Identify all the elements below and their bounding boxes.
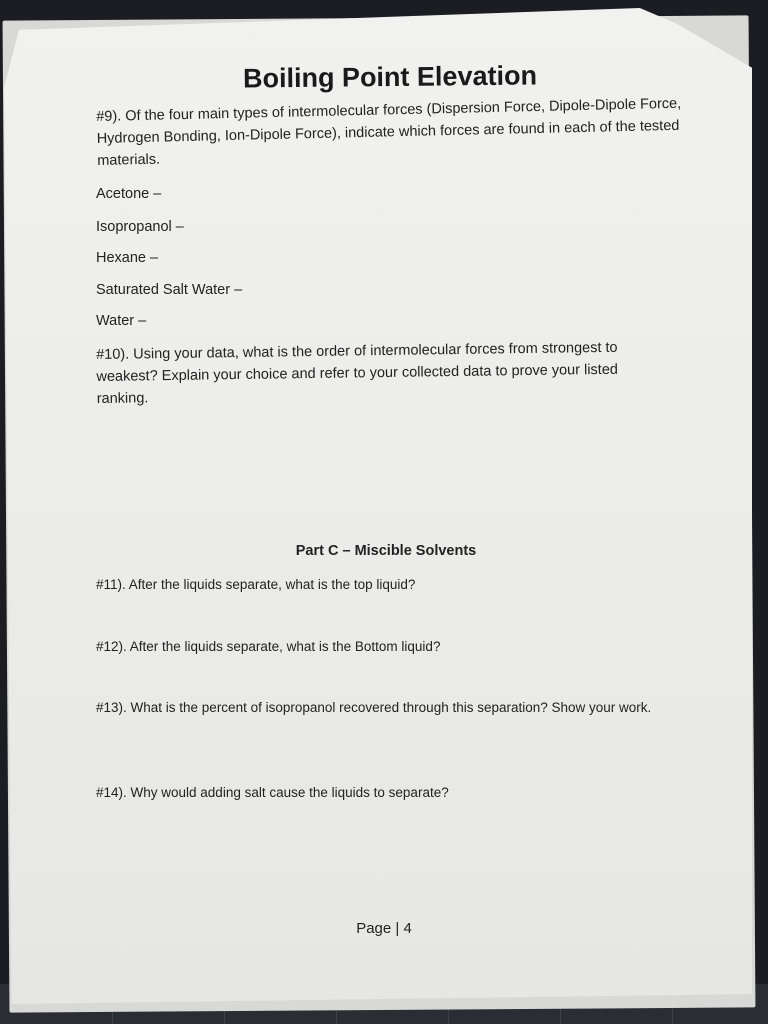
part-c-heading: Part C – Miscible Solvents — [295, 543, 477, 559]
page-title: Boiling Point Elevation — [242, 60, 538, 94]
material-isopropanol: Isopropanol – — [96, 219, 184, 235]
page-number: Page | 4 — [356, 920, 412, 937]
question-14: #14). Why would adding salt cause the liquids to separate? — [96, 785, 449, 800]
question-13: #13). What is the percent of isopropanol recovered through this separation? Show your work. — [96, 700, 652, 715]
material-hexane: Hexane – — [96, 250, 159, 266]
material-water: Water – — [96, 313, 147, 329]
question-10: #10). Using your data, what is the order of intermolecular forces from strongest to weakest? Explain your choice and refer to your collected data to prove your listed ranking. — [96, 339, 619, 407]
material-acetone: Acetone – — [96, 186, 162, 202]
material-salt-water: Saturated Salt Water – — [96, 282, 243, 298]
question-9: #9). Of the four main types of intermolecular forces (Dispersion Force, Dipole-Dipole Force, Hydrogen Bonding, Ion-Dipole Force), indicate which forces are found in each of the tested materials. — [96, 95, 682, 169]
question-11: #11). After the liquids separate, what is the top liquid? — [96, 577, 416, 592]
question-12: #12). After the liquids separate, what is the Bottom liquid? — [96, 639, 441, 654]
